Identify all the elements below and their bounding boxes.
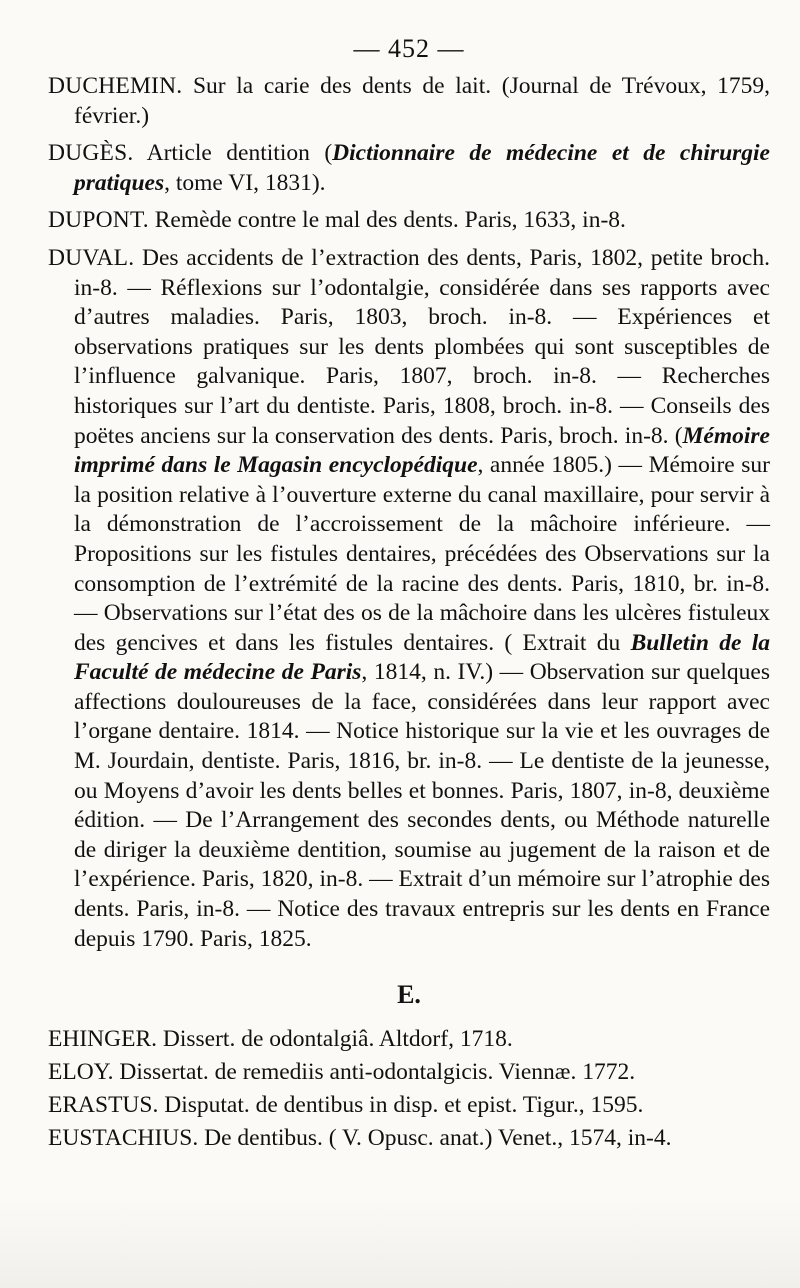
entry-author: DUPONT. (48, 207, 149, 234)
entry-author: EHINGER. (48, 1026, 157, 1053)
entry-author: ERASTUS. (48, 1092, 159, 1119)
bibliography-e-entries (48, 1024, 770, 1153)
entry-text: Sur la carie des dents de lait. (Journal de Trévoux, 1759, février.) (74, 73, 770, 129)
entry-italic-title: Mémoire imprimé dans le Magasin encyclopédique (74, 422, 770, 479)
entry-author: DUVAL. (48, 244, 135, 271)
entry-author: DUCHEMIN. (48, 73, 183, 99)
entry-text: De dentibus. ( V. (198, 1125, 368, 1152)
bibliography-entry (48, 1123, 770, 1153)
page-number: — 452 — (353, 34, 465, 63)
bibliography-d-entries (48, 72, 770, 954)
entry-italic-title: Bulletin de la Faculté de médecine de Paris (74, 629, 770, 686)
entry-text: , tome VI, 1831). (164, 169, 326, 196)
entry-text: Des accidents de l’extraction des dents, Paris, 1802, petite broch. in-8. — Réflexions sur l’odontalgie, considérée dans ses rapports avec d’autres maladies. Paris, 1803, broch. in-8. — Expériences et observations pratiques sur les dents plombées qui sont susceptibles de l’influence galvanique. Paris, 1807, broch. in-8. — Recherches historiques sur l’art du dentiste. Paris, 1808, broch. in-8. — Conseils des poëtes anciens sur la conservation des dents. Paris, broch. in-8. ( (74, 244, 770, 449)
entry-author: EUSTACHIUS. (48, 1125, 199, 1152)
bibliography-entry (48, 72, 770, 131)
section-heading-e: E. (397, 980, 421, 1010)
entry-italic-title: Opusc. anat. (367, 1125, 485, 1152)
entry-italic-title: Dictionnaire de médecine et de chirurgie pratiques (74, 140, 770, 196)
bibliography-entry (48, 1024, 770, 1054)
bibliography-entry (48, 1057, 770, 1087)
entry-text: Dissert. de odontalgiâ. Altdorf, 1718. (157, 1026, 513, 1053)
entry-text: , 1814, n. IV.) — Observation sur quelques affections douloureuses de la face, considérées dans leur rapport avec l’organe dentaire. 1814. — Notice historique sur la vie et les ouvrages de M. Jourdain, dentiste. Paris, 1816, br. in-8. — Le dentiste de la jeunesse, ou Moyens d’avoir les dents belles et bonnes. Paris, 1807, in-8, deuxième édition. — De l’Arrangement des secondes dents, ou Méthode naturelle de diriger la deuxième dentition, soumise au jugement de la raison et de l’expérience. Paris, 1820, in-8. — Extrait d’un mémoire sur l’atrophie des dents. Paris, in-8. — Notice des travaux entrepris sur les dents en France depuis 1790. Paris, 1825. (74, 659, 770, 952)
entry-text: ) Venet., 1574, in-4. (484, 1125, 672, 1152)
entry-text: Remède contre le mal des dents. Paris, 1633, in-8. (148, 207, 626, 234)
entry-text: Disputat. de dentibus in disp. et epist. Tigur., 1595. (158, 1092, 644, 1119)
entry-text: Article dentition ( (133, 140, 333, 167)
entry-text: Dissertat. de remediis anti-odontalgicis. Viennæ. 1772. (113, 1059, 636, 1086)
entry-author: ELOY. (48, 1059, 114, 1086)
bibliography-entry (48, 244, 770, 954)
entry-text: , année 1805.) — Mémoire sur la position relative à l’ouverture externe du canal maxillaire, pour servir à la démonstration de l’accroissement de la mâchoire inférieure. — Propositions sur les fistules dentaires, précédées des Observations sur la consomption de l’extrémité de la racine des dents. Paris, 1810, br. in-8. — Observations sur l’état des os de la mâchoire dans les ulcères fistuleux des gencives et dans les fistules dentaires. ( Extrait du (74, 452, 770, 656)
paper-edge-shadow (0, 1198, 800, 1288)
entry-author: DUGÈS. (48, 140, 134, 167)
bibliography-entry (48, 206, 770, 236)
bibliography-entry (48, 1090, 770, 1120)
bibliography-entry (48, 139, 770, 198)
